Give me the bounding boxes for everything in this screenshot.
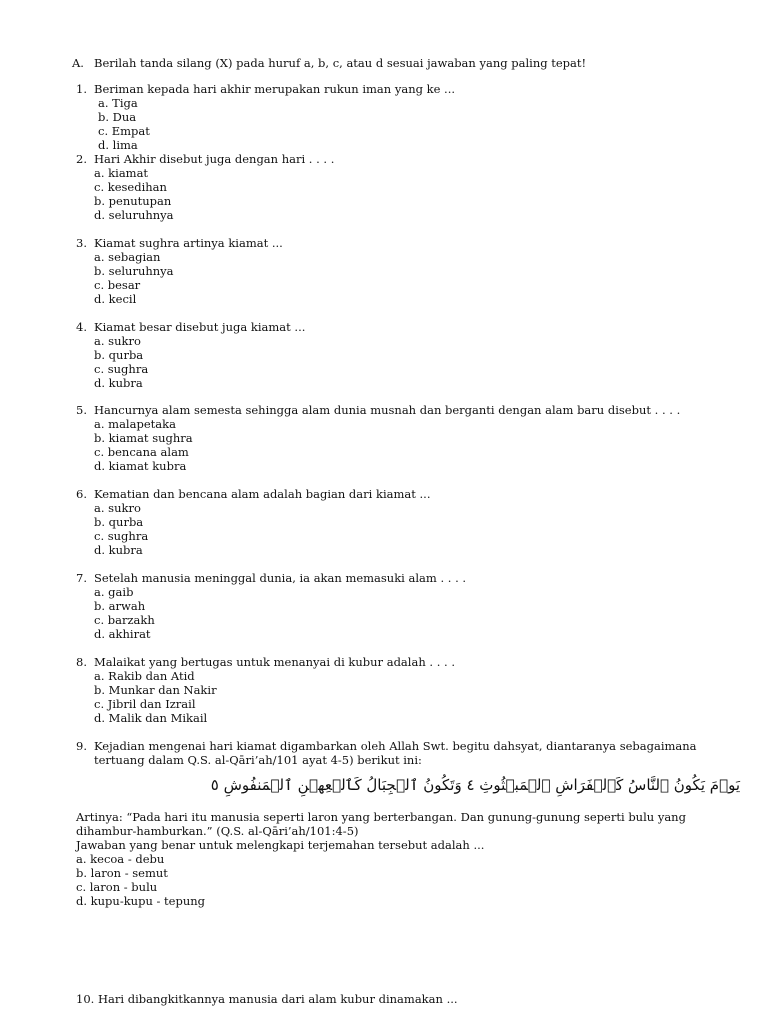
question-stem: Kiamat besar disebut juga kiamat ... (94, 320, 306, 334)
translation-line: dihambur-hamburkan.” (Q.S. al-Qāri’ah/101:4-5) (76, 824, 359, 838)
question-text (76, 655, 726, 669)
question-7 (76, 571, 726, 641)
question-8 (76, 655, 726, 725)
question-stem: Malaikat yang bertugas untuk menanyai di kubur adalah . . . . (94, 655, 455, 669)
option[interactable]: a. sebagian (94, 250, 161, 264)
question-5 (76, 403, 726, 473)
option[interactable]: d. Malik dan Mikail (94, 711, 208, 725)
option[interactable]: a. kiamat (94, 166, 149, 180)
question-number: 2. (76, 152, 87, 166)
question-stem: Kiamat sughra artinya kiamat ... (94, 236, 283, 250)
option[interactable]: c. sughra (94, 529, 149, 543)
question-stem: Setelah manusia meninggal dunia, ia akan memasuki alam . . . . (94, 571, 467, 585)
question-text (76, 236, 726, 250)
question-stem: Hari dibangkitkannya manusia dari alam kubur dinamakan ... (98, 992, 458, 1006)
question-stem: Kejadian mengenai hari kiamat digambarkan oleh Allah Swt. begitu dahsyat, diantaranya sebagaimana (94, 739, 697, 753)
question-4 (76, 320, 726, 390)
question-text (76, 320, 726, 334)
question-text (76, 487, 726, 501)
question-number: 5. (76, 403, 87, 417)
question-text (76, 403, 726, 417)
question-stem: Kematian dan bencana alam adalah bagian dari kiamat ... (94, 487, 431, 501)
question-number: 8. (76, 655, 87, 669)
question-6 (76, 487, 726, 557)
option[interactable]: d. kubra (94, 543, 143, 557)
question-number: 3. (76, 236, 87, 250)
question-prompt: Jawaban yang benar untuk melengkapi terjemahan tersebut adalah ... (76, 838, 485, 852)
option[interactable]: b. seluruhnya (94, 264, 174, 278)
section-letter: A. (72, 56, 84, 70)
option[interactable]: b. arwah (94, 599, 146, 613)
translation-line: Artinya: “Pada hari itu manusia seperti laron yang berterbangan. Dan gunung-gunung seperti bulu yang (76, 810, 686, 824)
section-heading (72, 56, 586, 70)
question-3 (76, 236, 726, 306)
question-9-translation (76, 810, 736, 908)
question-number: 4. (76, 320, 87, 334)
option[interactable]: a. sukro (94, 334, 141, 348)
option[interactable]: a. malapetaka (94, 417, 176, 431)
option[interactable]: c. kesedihan (94, 180, 167, 194)
option[interactable]: c. bencana alam (94, 445, 189, 459)
option[interactable]: d. kupu-kupu - tepung (76, 894, 206, 908)
option[interactable]: b. qurba (94, 348, 144, 362)
option[interactable]: c. Empat (98, 124, 150, 138)
option[interactable]: d. kiamat kubra (94, 459, 187, 473)
option[interactable]: b. laron - semut (76, 866, 168, 880)
option[interactable]: b. Munkar dan Nakir (94, 683, 217, 697)
arabic-verse: يَوۡمَ يَكُونُ ٱلنَّاسُ كَٱلۡفَرَاشِ ٱلۡمَبۡثُوثِ ٤ وَتَكُونُ ٱلۡجِبَالُ كَٱلۡعِهۡنِ ٱلۡمَنفُوشِ ٥ (210, 776, 740, 794)
option[interactable]: a. Rakib dan Atid (94, 669, 195, 683)
option[interactable]: c. sughra (94, 362, 149, 376)
option[interactable]: c. Jibril dan Izrail (94, 697, 196, 711)
option[interactable]: c. besar (94, 278, 141, 292)
option[interactable]: a. sukro (94, 501, 141, 515)
question-text (76, 152, 726, 166)
question-10 (76, 992, 458, 1006)
option[interactable]: b. penutupan (94, 194, 172, 208)
question-text (76, 571, 726, 585)
question-number: 9. (76, 739, 87, 753)
option[interactable]: a. gaib (94, 585, 134, 599)
option[interactable]: a. Tiga (98, 96, 138, 110)
option[interactable]: d. akhirat (94, 627, 151, 641)
question-number: 10. (76, 992, 95, 1006)
option[interactable]: d. seluruhnya (94, 208, 174, 222)
option[interactable]: d. kubra (94, 376, 143, 390)
option[interactable]: b. Dua (98, 110, 137, 124)
question-stem: Beriman kepada hari akhir merupakan rukun iman yang ke ... (94, 82, 456, 96)
question-stem: Hancurnya alam semesta sehingga alam dunia musnah dan berganti dengan alam baru disebut . . . . (94, 403, 681, 417)
question-text (76, 739, 726, 753)
option[interactable]: c. laron - bulu (76, 880, 158, 894)
option[interactable]: c. barzakh (94, 613, 155, 627)
question-number: 1. (76, 82, 87, 96)
question-1 (76, 82, 726, 152)
question-stem-continued: tertuang dalam Q.S. al-Qāri’ah/101 ayat 4-5) berikut ini: (94, 753, 422, 767)
question-number: 6. (76, 487, 87, 501)
section-instruction: Berilah tanda silang (X) pada huruf a, b, c, atau d sesuai jawaban yang paling tepat! (94, 56, 587, 70)
option[interactable]: b. kiamat sughra (94, 431, 193, 445)
option[interactable]: b. qurba (94, 515, 144, 529)
question-9 (76, 739, 726, 767)
question-text (76, 82, 726, 96)
option[interactable]: d. kecil (94, 292, 137, 306)
option[interactable]: a. kecoa - debu (76, 852, 165, 866)
question-number: 7. (76, 571, 87, 585)
question-stem: Hari Akhir disebut juga dengan hari . . . . (94, 152, 335, 166)
question-2 (76, 152, 726, 222)
option[interactable]: d. lima (98, 138, 138, 152)
